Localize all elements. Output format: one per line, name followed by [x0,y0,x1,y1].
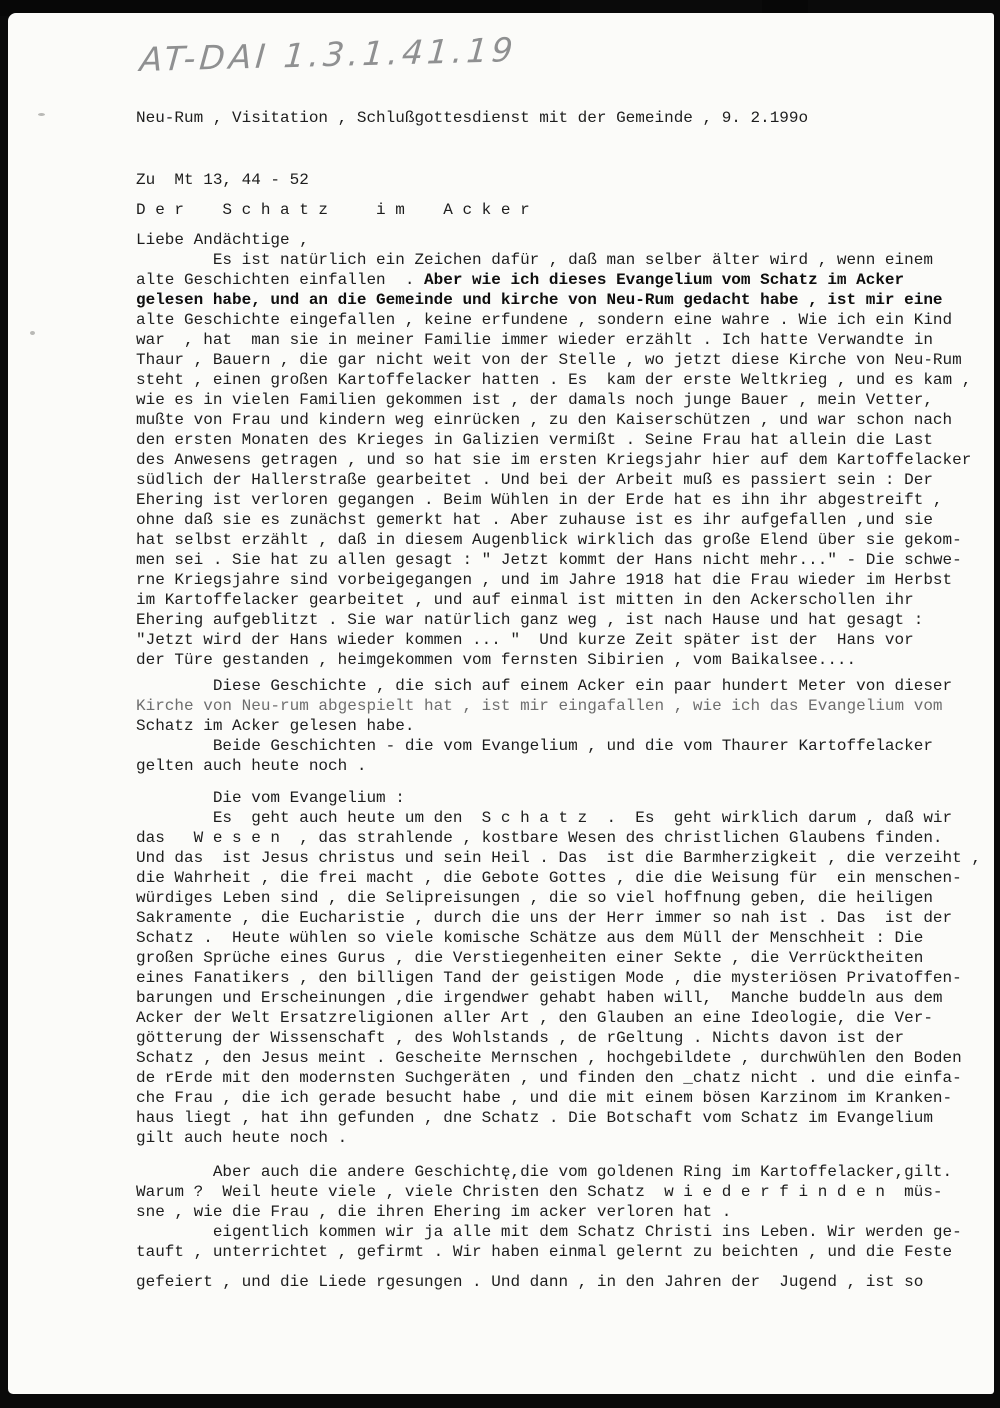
text-line [136,1182,1000,1202]
text-segment: der Türe gestanden , heimgekommen vom fernsten Sibirien , vom Baikalsee.... [136,651,857,669]
text-line [136,530,1000,550]
text-line [136,888,1000,908]
text-segment: Acker der Welt Ersatzreligionen aller Art , den Glauben an eine Ideologie, die Ver- [136,1009,933,1027]
text-line [136,200,1000,220]
text-segment: Thaur , Bauern , die gar nicht weit von der Stelle , wo jetzt diese Kirche von Neu-Rum [136,351,962,369]
text-segment: Sakramente , die Eucharistie , durch die uns der Herr immer so nah ist . Das ist der [136,909,953,927]
text-line [136,570,1000,590]
text-line [136,1048,1000,1068]
text-line [136,676,1000,696]
text-line [136,330,1000,350]
text-segment: sne , wie die Frau , die ihren Ehering im acker verloren hat . [136,1203,732,1221]
text-line [136,1068,1000,1088]
text-segment: hat selbst erzählt , daß in diesem Augenblick wirklich das große Elend über sie gekom- [136,531,962,549]
text-segment: rne Kriegsjahre sind vorbeigegangen , und im Jahre 1918 hat die Frau wieder im Herbst [136,571,953,589]
text-line [136,390,1000,410]
text-segment: eigentlich kommen wir ja alle mit dem Schatz Christi ins Leben. Wir werden ge- [136,1223,962,1241]
text-segment: gilt auch heute noch . [136,1129,348,1147]
text-segment: alte Geschichten einfallen . [136,271,425,289]
text-segment: alte Geschichte eingefallen , keine erfundene , sondern eine wahre . Wie ich ein Kind [136,311,953,329]
text-line [136,310,1000,330]
text-segment: Liebe Andächtige , [136,231,309,249]
text-line [136,1272,1000,1292]
scan-artifact [38,113,45,116]
text-line [136,430,1000,450]
text-segment: war , hat man sie in meiner Familie immer wieder erzählt . Ich hatte Verwandte in [136,331,933,349]
text-segment: Aber auch die andere Geschichtę,die vom goldenen Ring im Kartoffelacker,gilt. [136,1163,953,1181]
text-segment: die Wahrheit , die frei macht , die Gebote Gottes , die die Weisung für ein menschen- [136,869,962,887]
text-line [136,1162,1000,1182]
text-line [136,1028,1000,1048]
text-line [136,610,1000,630]
text-line [136,716,1000,736]
text-line [136,828,1000,848]
text-segment: Es geht auch heute um den S c h a t z . Es geht wirklich darum , daß wir [136,809,953,827]
text-line [136,1242,1000,1262]
text-line [136,1008,1000,1028]
text-line [136,1108,1000,1128]
text-line [136,250,1000,270]
text-segment: Ehering ist verloren gegangen . Beim Wühlen in der Erde hat es ihn ihr abgestreift , [136,491,943,509]
text-line [136,808,1000,828]
text-line [136,650,1000,670]
text-line [136,490,1000,510]
text-line [136,968,1000,988]
text-line [136,108,1000,128]
text-segment: südlich der Hallerstraße gearbeitet . Und bei der Arbeit muß es passiert sein : Der [136,471,933,489]
document-page [8,13,994,1394]
text-segment: tauft , unterrichtet , gefirmt . Wir haben einmal gelernt zu beichten , und die Feste [136,1243,953,1261]
text-line [136,908,1000,928]
text-line [136,510,1000,530]
text-segment: Es ist natürlich ein Zeichen dafür , daß man selber älter wird , wenn einem [136,251,933,269]
text-line [136,928,1000,948]
text-line [136,550,1000,570]
text-segment: gefeiert , und die Liede rgesungen . Und dann , in den Jahren der Jugend , ist so [136,1273,924,1291]
text-segment: "Jetzt wird der Hans wieder kommen ... " Und kurze Zeit später ist der Hans vor [136,631,914,649]
text-line [136,410,1000,430]
text-line [136,948,1000,968]
text-segment: gelesen habe, und an die Gemeinde und kirche von Neu-Rum gedacht habe , ist mir eine [136,291,943,309]
text-segment: che Frau , die ich gerade besucht habe , und die mit einem bösen Karzinom im Kranken- [136,1089,953,1107]
text-segment: des Anwesens getragen , und so hat sie im ersten Kriegsjahr hier auf dem Kartoffelacker [136,451,972,469]
text-line [136,1222,1000,1242]
text-segment: de rErde mit den modernsten Suchgeräten , und finden den _chatz nicht . und die einfa- [136,1069,962,1087]
text-line [136,270,1000,290]
text-line [136,630,1000,650]
text-segment: großen Sprüche eines Gurus , die Verstiegenheiten einer Sekte , die Verrücktheiten [136,949,924,967]
text-segment: Diese Geschichte , die sich auf einem Acker ein paar hundert Meter von dieser [136,677,953,695]
sermon-text-body [136,108,1000,1292]
text-line [136,868,1000,888]
text-segment: gelten auch heute noch . [136,757,367,775]
text-segment: steht , einen großen Kartoffelacker hatten . Es kam der erste Weltkrieg , und es kam , [136,371,972,389]
text-line [136,170,1000,190]
text-segment: D e r S c h a t z i m A c k e r [136,201,530,219]
text-segment: Kirche von Neu-rum abgespielt hat , ist mir eingafallen , wie ich das Evangelium vom [136,697,943,715]
text-line [136,736,1000,756]
text-line [136,290,1000,310]
text-segment: im Kartoffelacker gearbeitet , und auf einmal ist mitten in den Ackerschollen ihr [136,591,914,609]
text-segment: wie es in vielen Familien gekommen ist , der damals noch junge Bauer , mein Vetter, [136,391,933,409]
text-segment: Und das ist Jesus christus und sein Heil . Das ist die Barmherzigkeit , die verzeiht , [136,849,981,867]
text-segment: götterung der Wissenschaft , des Wohlstands , de rGeltung . Nichts davon ist der [136,1029,905,1047]
text-segment: Zu Mt 13, 44 - 52 [136,171,309,189]
text-segment: Beide Geschichten - die vom Evangelium , und die vom Thaurer Kartoffelacker [136,737,933,755]
text-line [136,988,1000,1008]
text-line [136,756,1000,776]
text-segment: Warum ? Weil heute viele , viele Christen den Schatz w i e d e r f i n d e n müs- [136,1183,943,1201]
archive-reference-handwriting: AT-DAI 1.3.1.41.19 [138,30,519,79]
text-line [136,470,1000,490]
text-segment: Schatz , den Jesus meint . Gescheite Mernschen , hochgebildete , durchwühlen den Boden [136,1049,962,1067]
text-line [136,1128,1000,1148]
text-line [136,1202,1000,1222]
text-line [136,590,1000,610]
text-segment: würdiges Leben sind , die Selipreisungen , die so viel hoffnung geben, die heiligen [136,889,933,907]
text-segment: eines Fanatikers , den billigen Tand der geistigen Mode , die mysteriösen Privatoffen- [136,969,962,987]
text-segment: Aber wie ich dieses Evangelium vom Schatz im Acker [424,271,905,289]
text-segment: das W e s e n , das strahlende , kostbare Wesen des christlichen Glaubens finden. [136,829,943,847]
text-segment: Neu-Rum , Visitation , Schlußgottesdienst mit der Gemeinde , 9. 2.199o [136,109,809,127]
text-segment: den ersten Monaten des Krieges in Galizien vermißt . Seine Frau hat allein die Last [136,431,933,449]
text-line [136,848,1000,868]
text-segment: men sei . Sie hat zu allen gesagt : " Jetzt kommt der Hans nicht mehr..." - Die schwe- [136,551,962,569]
text-line [136,450,1000,470]
text-segment: haus liegt , hat ihn gefunden , dne Schatz . Die Botschaft vom Schatz im Evangelium [136,1109,933,1127]
text-segment: Schatz . Heute wühlen so viele komische Schätze aus dem Müll der Menschheit : Die [136,929,924,947]
text-line [136,230,1000,250]
text-segment: Ehering aufgeblitzt . Sie war natürlich ganz weg , ist nach Hause und hat gesagt : [136,611,924,629]
text-segment: Schatz im Acker gelesen habe. [136,717,415,735]
text-line [136,788,1000,808]
text-line [136,696,1000,716]
scan-artifact [30,331,35,335]
text-line [136,1088,1000,1108]
text-segment: barungen und Erscheinungen ,die irgendwer gehabt haben will, Manche buddeln aus dem [136,989,943,1007]
text-segment: Die vom Evangelium : [136,789,405,807]
text-line [136,370,1000,390]
text-segment: ohne daß sie es zunächst gemerkt hat . Aber zuhause ist es ihr aufgefallen ,und sie [136,511,933,529]
text-segment: mußte von Frau und kindern weg einrücken , zu den Kaiserschützen , und war schon nach [136,411,953,429]
text-line [136,350,1000,370]
